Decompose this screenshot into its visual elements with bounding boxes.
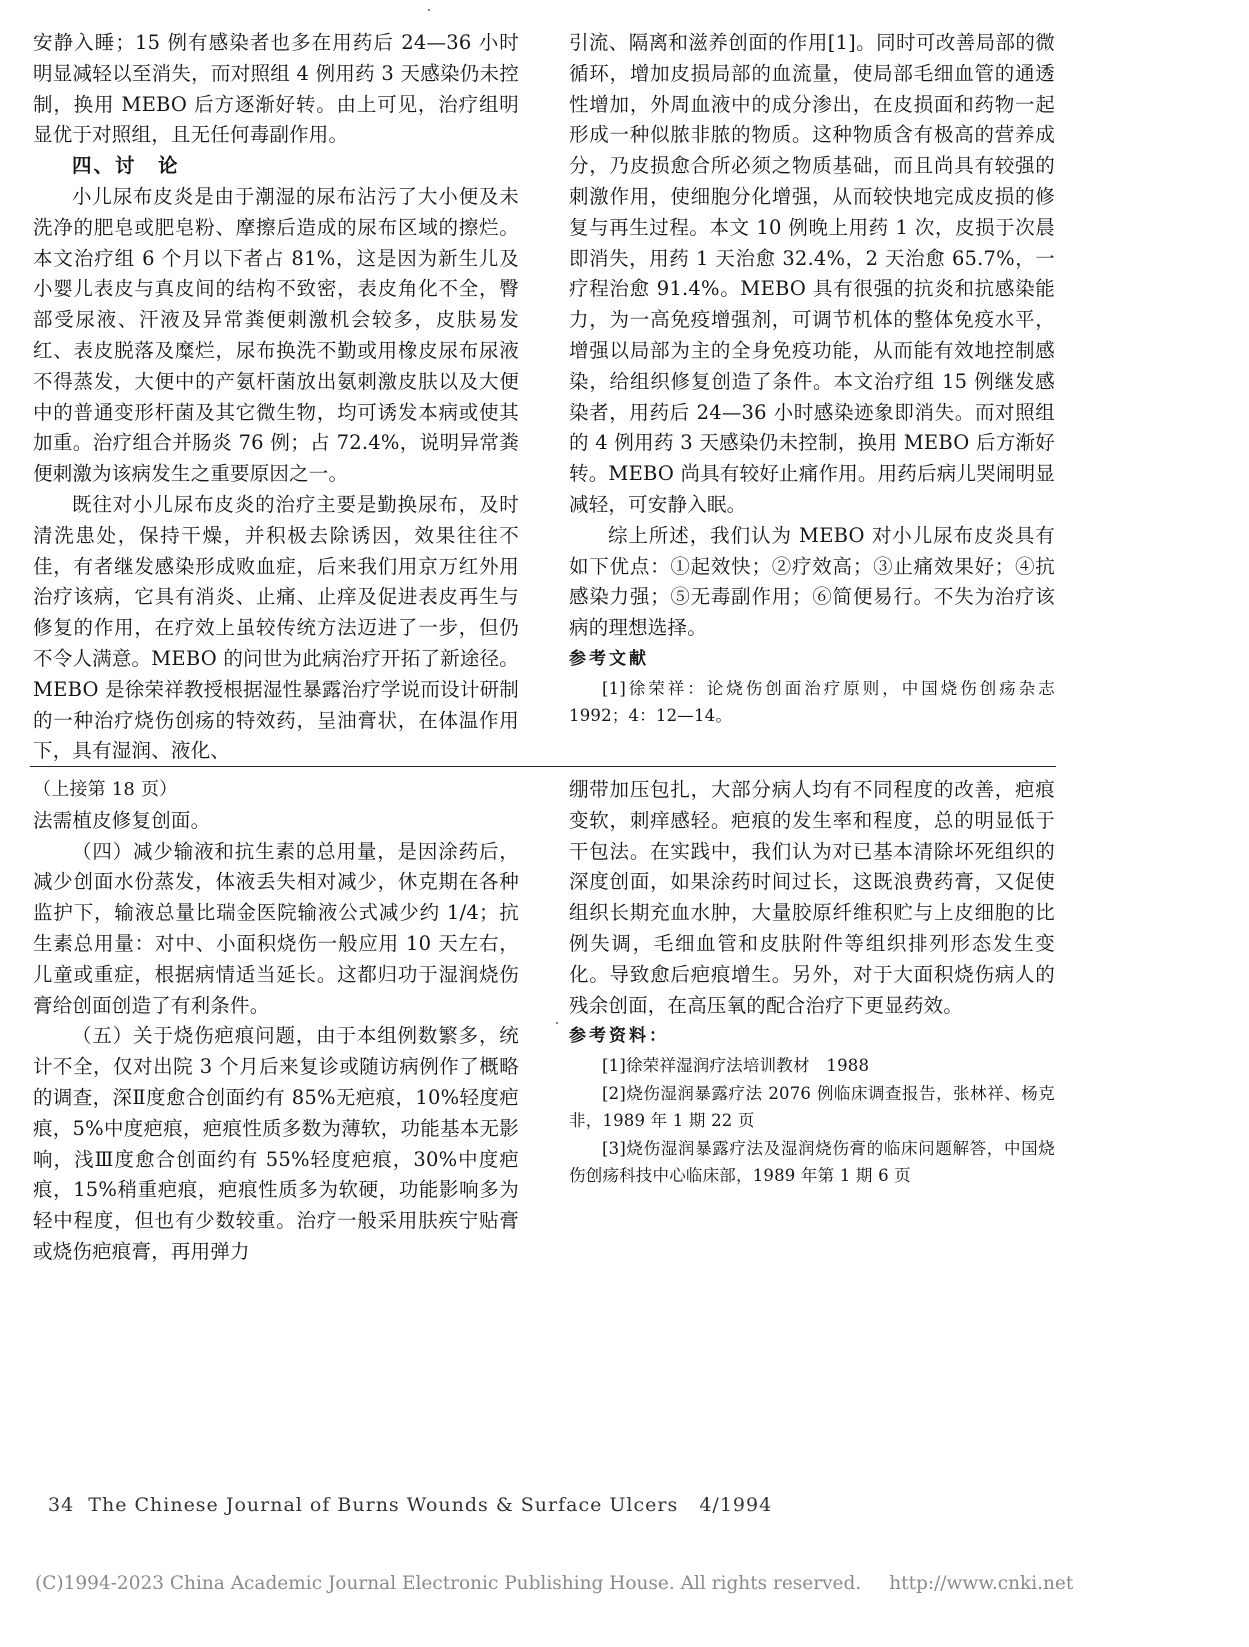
journal-name: The Chinese Journal of Burns Wounds & Surface Ulcers bbox=[88, 1494, 679, 1516]
body-paragraph: （四）减少输液和抗生素的总用量，是因涂药后，减少创面水份蒸发，体液丢失相对减少，休克期在各种监护下，输液总量比瑞金医院输液公式减少约 1/4；抗生素总用量：对中、小面积烧伤一般应用 10 天左右，儿童或重症，根据病情适当延长。这都归功于湿润烧伤膏给创面创造了有利条件。 bbox=[33, 839, 519, 1017]
bottom-left-column bbox=[33, 775, 519, 1268]
body-paragraph: 既往对小儿尿布皮炎的治疗主要是勤换尿布，及时清洗患处，保持干燥，并积极去除诱因，效果往往不佳，有者继发感染形成败血症，后来我们用京万红外用治疗该病，它具有消炎、止痛、止痒及促进表皮再生与修复的作用，在疗效上虽较传统方法迈进了一步，但仍不令人满意。MEBO 的问世为此病治疗开拓了新途径。MEBO 是徐荣祥教授根据湿性暴露治疗学说而设计研制的一种治疗烧伤创疡的特效药，呈油膏状，在体温作用下，具有湿润、液化、 bbox=[33, 492, 519, 763]
body-paragraph: 引流、隔离和滋养创面的作用[1]。同时可改善局部的微循环，增加皮损局部的血流量，使局部毛细血管的通透性增加，外周血液中的成分渗出，在皮损面和药物一起形成一种似脓非脓的物质。这种物质含有极高的营养成分，乃皮损愈合所必须之物质基础，而且尚具有较强的刺激作用，使细胞分化增强，从而较快地完成皮损的修复与再生过程。本文 10 例晚上用药 1 次，皮损于次晨即消失，用药 1 天治愈 32.4%，2 天治愈 65.7%，一疗程治愈 91.4%。MEBO 具有很强的抗炎和抗感染能力，为一高免疫增强剂，可调节机体的整体免疫水平，增强以局部为主的全身免疫功能，从而能有效地控制感染，给组织修复创造了条件。本文治疗组 15 例继发感染者，用药后 24—36 小时感染迹象即消失。而对照组的 4 例用药 3 天感染仍未控制，换用 MEBO 后方渐好转。MEBO 尚具有较好止痛作用。用药后病儿哭闹明显减轻，可安静入眠。 bbox=[569, 31, 1055, 516]
discussion-heading: 四、讨 论 bbox=[72, 154, 180, 178]
body-paragraph: 法需植皮修复创面。 bbox=[33, 808, 211, 832]
references-title: 参考资料： bbox=[569, 1026, 669, 1047]
scan-speck bbox=[428, 9, 430, 11]
body-paragraph: 小儿尿布皮炎是由于潮湿的尿布沾污了大小便及未洗净的肥皂或肥皂粉、摩擦后造成的尿布区域的擦烂。本文治疗组 6 个月以下者占 81%，这是因为新生儿及小婴儿表皮与真皮间的结构不致密，表皮角化不全，臀部受尿液、汗液及异常粪便刺激机会较多，皮肤易发红、表皮脱落及糜烂，尿布换洗不勤或用橡皮尿布尿液不得蒸发，大便中的产氨杆菌放出氨刺激皮肤以及大便中的普通变形杆菌及其它微生物，均可诱发本病或使其加重。治疗组合并肠炎 76 例；占 72.4%，说明异常粪便刺激为该病发生之重要原因之一。 bbox=[33, 184, 519, 486]
page-footer bbox=[48, 1494, 772, 1516]
body-paragraph: （五）关于烧伤疤痕问题，由于本组例数繁多，统计不全，仅对出院 3 个月后来复诊或随访病例作了概略的调查，深Ⅱ度愈合创面约有 85%无疤痕，10%轻度疤痕，5%中度疤痕，疤痕性质多数为薄软，功能基本无影响，浅Ⅲ度愈合创面约有 55%轻度疤痕，30%中度疤痕，15%稍重疤痕，疤痕性质多为软硬，功能影响多为轻中程度，但也有少数较重。治疗一般采用肤疾宁贴膏或烧伤疤痕膏，再用弹力 bbox=[33, 1024, 519, 1263]
reference-item: [1]徐荣祥湿润疗法培训教材 1988 bbox=[602, 1056, 870, 1076]
references-title: 参考文献 bbox=[569, 648, 649, 669]
body-paragraph: 安静入睡；15 例有感染者也多在用药后 24—36 小时明显减轻以至消失，而对照组 4 例用药 3 天感染仍未控制，换用 MEBO 后方逐渐好转。由上可见，治疗组明显优于对照组，且无任何毒副作用。 bbox=[33, 31, 519, 147]
page-number: 34 bbox=[48, 1494, 75, 1516]
bottom-right-column bbox=[569, 775, 1055, 1190]
top-left-column bbox=[33, 28, 519, 767]
body-paragraph: 绷带加压包扎，大部分病人均有不同程度的改善，疤痕变软，刺痒感轻。疤痕的发生率和程度，总的明显低于干包法。在实践中，我们认为对已基本清除坏死组织的深度创面，如果涂药时间过长，这既浪费药膏，又促使组织长期充血水肿，大量胶原纤维积贮与上皮细胞的比例失调，毛细血管和皮肤附件等组织排列形态发生变化。导致愈后疤痕增生。另外，对于大面积烧伤病人的残余创面，在高压氧的配合治疗下更显药效。 bbox=[569, 778, 1055, 1017]
issue-number: 4/1994 bbox=[699, 1494, 773, 1516]
reference-item: [2]烧伤湿润暴露疗法 2076 例临床调查报告，张林祥、杨克非，1989 年 1 期 22 页 bbox=[569, 1083, 1055, 1131]
continued-from-note: （上接第 18 页） bbox=[33, 779, 178, 800]
copyright-watermark bbox=[35, 1573, 1101, 1594]
copyright-url: http://www.cnki.net bbox=[889, 1573, 1074, 1594]
conclusion-paragraph: 综上所述，我们认为 MEBO 对小儿尿布皮炎具有如下优点：①起效快；②疗效高；③止痛效果好；④抗感染力强；⑤无毒副作用；⑥简便易行。不失为治疗该病的理想选择。 bbox=[569, 523, 1055, 640]
copyright-notice: (C)1994-2023 China Academic Journal Electronic Publishing House. All rights reserved. bbox=[35, 1573, 862, 1594]
reference-item: [3]烧伤湿润暴露疗法及湿润烧伤膏的临床问题解答，中国烧伤创疡科技中心临床部，1989 年第 1 期 6 页 bbox=[569, 1138, 1055, 1186]
top-right-column bbox=[569, 28, 1055, 730]
reference-item: [1]徐荣祥：论烧伤创面治疗原则，中国烧伤创疡杂志 1992；4：12—14。 bbox=[569, 678, 1055, 726]
article-divider bbox=[30, 766, 1056, 767]
scan-speck bbox=[556, 1022, 558, 1024]
